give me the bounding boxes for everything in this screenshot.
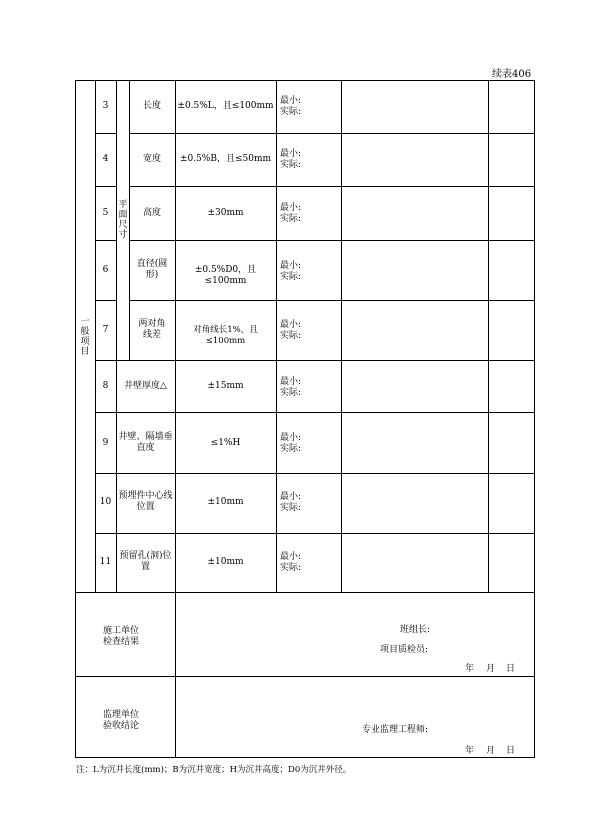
col-line (276, 80, 277, 592)
supervision-engineer-label: 专业监理工程师: (362, 725, 429, 735)
item-name: 直径(圆形) (136, 259, 168, 280)
col-line (116, 80, 117, 592)
row-line (95, 240, 116, 241)
measure-min: 最小: (280, 492, 302, 502)
row-number: 8 (102, 381, 109, 391)
supervision-month: 月 (486, 746, 496, 756)
item-name: 预埋件中心线位置 (118, 491, 173, 512)
group-label-general: 一般项目 (80, 317, 90, 357)
supervision-day: 日 (506, 746, 516, 756)
row-line (95, 533, 535, 534)
measure-min: 最小: (280, 203, 302, 213)
col-line (129, 80, 130, 361)
row-line (129, 186, 535, 187)
row-line (95, 186, 116, 187)
item-name: 井壁厚度△ (124, 381, 167, 391)
allowance: ±10mm (207, 497, 244, 507)
measure-actual: 实际: (280, 388, 302, 398)
supervision-year: 年 (465, 746, 475, 756)
construction-day: 日 (506, 664, 516, 674)
row-number: 11 (99, 557, 112, 567)
row-number: 3 (102, 101, 109, 111)
row-number: 10 (99, 497, 112, 507)
allowance: ±15mm (207, 381, 244, 391)
allowance: ±30mm (207, 208, 244, 218)
team-leader-label: 班组长: (400, 625, 431, 635)
group-label-plane-size: 平面尺寸 (118, 200, 128, 240)
row-line (95, 412, 535, 413)
measure-min: 最小: (280, 96, 302, 106)
table-border-right (534, 80, 535, 758)
row-number: 4 (102, 154, 109, 164)
item-name: 长度 (142, 101, 161, 111)
quality-inspector-label: 项目质检员: (380, 645, 429, 655)
measure-min: 最小: (280, 552, 302, 562)
measure-min: 最小: (280, 377, 302, 387)
measure-actual: 实际: (280, 331, 302, 341)
measure-actual: 实际: (280, 160, 302, 170)
allowance: ±0.5%D0，且≤100mm (194, 265, 257, 286)
measure-actual: 实际: (280, 214, 302, 224)
measure-actual: 实际: (280, 503, 302, 513)
supervision-label-1: 监理单位 (103, 710, 140, 720)
row-line (75, 676, 535, 677)
allowance: ±0.5%L，且≤100mm (177, 101, 274, 111)
table-border-left (75, 80, 76, 758)
measure-actual: 实际: (280, 444, 302, 454)
row-line (129, 240, 535, 241)
supervision-label-2: 验收结论 (103, 721, 140, 731)
table-border-top (75, 80, 535, 81)
item-name: 井壁、隔墙垂直度 (118, 432, 173, 453)
measure-min: 最小: (280, 320, 302, 330)
construction-label-1: 施工单位 (103, 626, 140, 636)
measure-min: 最小: (280, 149, 302, 159)
measure-actual: 实际: (280, 107, 302, 117)
measure-min: 最小: (280, 261, 302, 271)
row-line (129, 133, 535, 134)
row-number: 6 (102, 265, 109, 275)
measure-min: 最小: (280, 433, 302, 443)
table-border-bottom (75, 757, 535, 758)
allowance: ±0.5%B，且≤50mm (179, 154, 272, 164)
construction-year: 年 (465, 664, 475, 674)
construction-month: 月 (486, 664, 496, 674)
allowance: ≤1%H (210, 438, 241, 448)
row-line (95, 473, 535, 474)
row-line (95, 300, 116, 301)
col-line (341, 80, 342, 592)
sheet-number: 续表406 (492, 69, 532, 80)
row-number: 7 (102, 325, 109, 335)
col-line (175, 80, 176, 758)
col-line (488, 80, 489, 592)
item-name: 高度 (142, 208, 161, 218)
row-line (95, 133, 116, 134)
row-number: 9 (102, 438, 109, 448)
row-number: 5 (102, 208, 109, 218)
allowance: ±10mm (207, 557, 244, 567)
measure-actual: 实际: (280, 563, 302, 573)
footnote: 注：L为沉井长度(mm)；B为沉井宽度；H为沉井高度；D0为沉井外径。 (76, 765, 352, 775)
construction-label-2: 检查结果 (103, 637, 140, 647)
row-line (75, 592, 535, 593)
item-name: 预留孔(洞)位置 (119, 551, 172, 572)
item-name: 两对角线差 (138, 319, 166, 340)
row-line (95, 360, 535, 361)
row-line (129, 300, 535, 301)
allowance: 对角线长1%，且≤100mm (193, 325, 258, 346)
measure-actual: 实际: (280, 272, 302, 282)
item-name: 宽度 (142, 154, 161, 164)
